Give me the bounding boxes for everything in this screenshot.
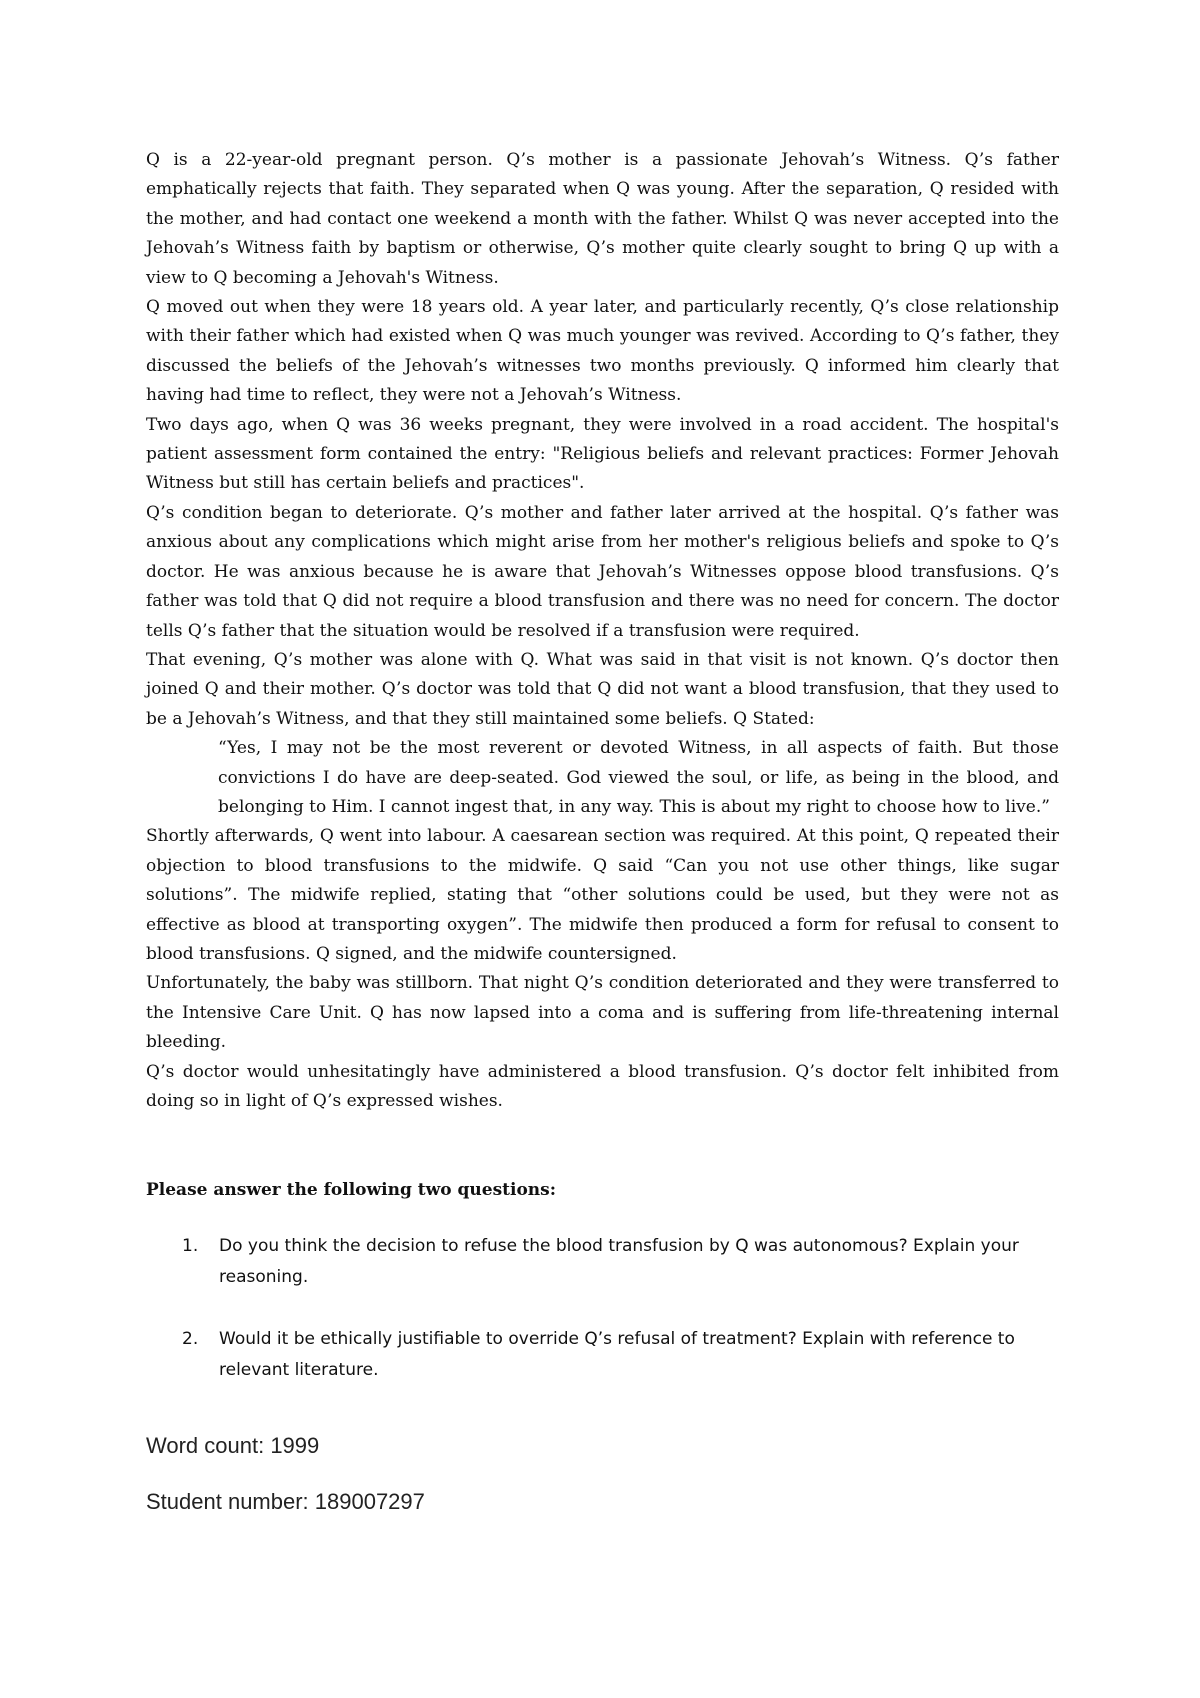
word-count: Word count: 1999 xyxy=(146,1433,320,1458)
paragraph-condition: Q’s condition began to deteriorate. Q’s mother and father later arrived at the hospital. Q’s father was anxious about any complications which might arise from her mother's religious beliefs and spoke to Q’s doctor. He was anxious because he is aware that Jehovah’s Witnesses oppose blood transfusions. Q’s father was told that Q did not require a blood transfusion and there was no need for concern. The doctor tells Q’s father that the situation would be resolved if a transfusion were required. xyxy=(146,502,1059,641)
student-number: Student number: 189007297 xyxy=(146,1489,425,1514)
paragraph-labour: Shortly afterwards, Q went into labour. A caesarean section was required. At this point, Q repeated their objection to blood transfusions to the midwife. Q said “Can you not use other things, like sugar solutions”. The midwife replied, stating that “other solutions could be used, but they were not as effective as blood at transporting oxygen”. The midwife then produced a form for refusal to consent to blood transfusions. Q signed, and the midwife countersigned. xyxy=(146,826,1059,964)
case-study-text xyxy=(146,146,1059,1116)
paragraph-relationship: Q moved out when they were 18 years old. A year later, and particularly recently, Q’s close relationship with their father which had existed when Q was much younger was revived. According to Q’s father, they discussed the beliefs of the Jehovah’s witnesses two months previously. Q informed him clearly that having had time to reflect, they were not a Jehovah’s Witness. xyxy=(146,297,1059,406)
question-item xyxy=(146,1231,1059,1293)
questions-list xyxy=(146,1231,1059,1417)
paragraph-stillborn: Unfortunately, the baby was stillborn. That night Q’s condition deteriorated and they were transferred to the Intensive Care Unit. Q has now lapsed into a coma and is suffering from life-threatening internal bleeding. xyxy=(146,973,1059,1053)
question-number: 1. xyxy=(182,1236,199,1256)
question-text: Would it be ethically justifiable to override Q’s refusal of treatment? Explain with reference to relevant literature. xyxy=(219,1329,1015,1380)
question-text: Do you think the decision to refuse the blood transfusion by Q was autonomous? Explain your reasoning. xyxy=(219,1236,1019,1287)
paragraph-background: Q is a 22-year-old pregnant person. Q’s mother is a passionate Jehovah’s Witness. Q’s father emphatically rejects that faith. They separated when Q was young. After the separation, Q resided with the mother, and had contact one weekend a month with the father. Whilst Q was never accepted into the Jehovah’s Witness faith by baptism or otherwise, Q’s mother quite clearly sought to bring Q up with a view to Q becoming a Jehovah's Witness. xyxy=(146,150,1059,288)
paragraph-doctor: Q’s doctor would unhesitatingly have administered a blood transfusion. Q’s doctor felt inhibited from doing so in light of Q’s expressed wishes. xyxy=(146,1061,1059,1111)
paragraph-evening-visit: That evening, Q’s mother was alone with Q. What was said in that visit is not known. Q’s doctor then joined Q and their mother. Q’s doctor was told that Q did not want a blood transfusion, that they used to be a Jehovah’s Witness, and that they still maintained some beliefs. Q Stated: xyxy=(146,649,1059,729)
questions-heading: Please answer the following two questions: xyxy=(146,1180,556,1200)
paragraph-quote: “Yes, I may not be the most reverent or devoted Witness, in all aspects of faith. But those convictions I do have are deep-seated. God viewed the soul, or life, as being in the blood, and belonging to Him. I cannot ingest that, in any way. This is about my right to choose how to live.” xyxy=(218,738,1059,817)
paragraph-accident: Two days ago, when Q was 36 weeks pregnant, they were involved in a road accident. The hospital's patient assessment form contained the entry: "Religious beliefs and relevant practices: Former Jehovah Witness but still has certain beliefs and practices". xyxy=(146,414,1059,494)
question-number: 2. xyxy=(182,1329,199,1349)
question-item xyxy=(146,1324,1059,1386)
